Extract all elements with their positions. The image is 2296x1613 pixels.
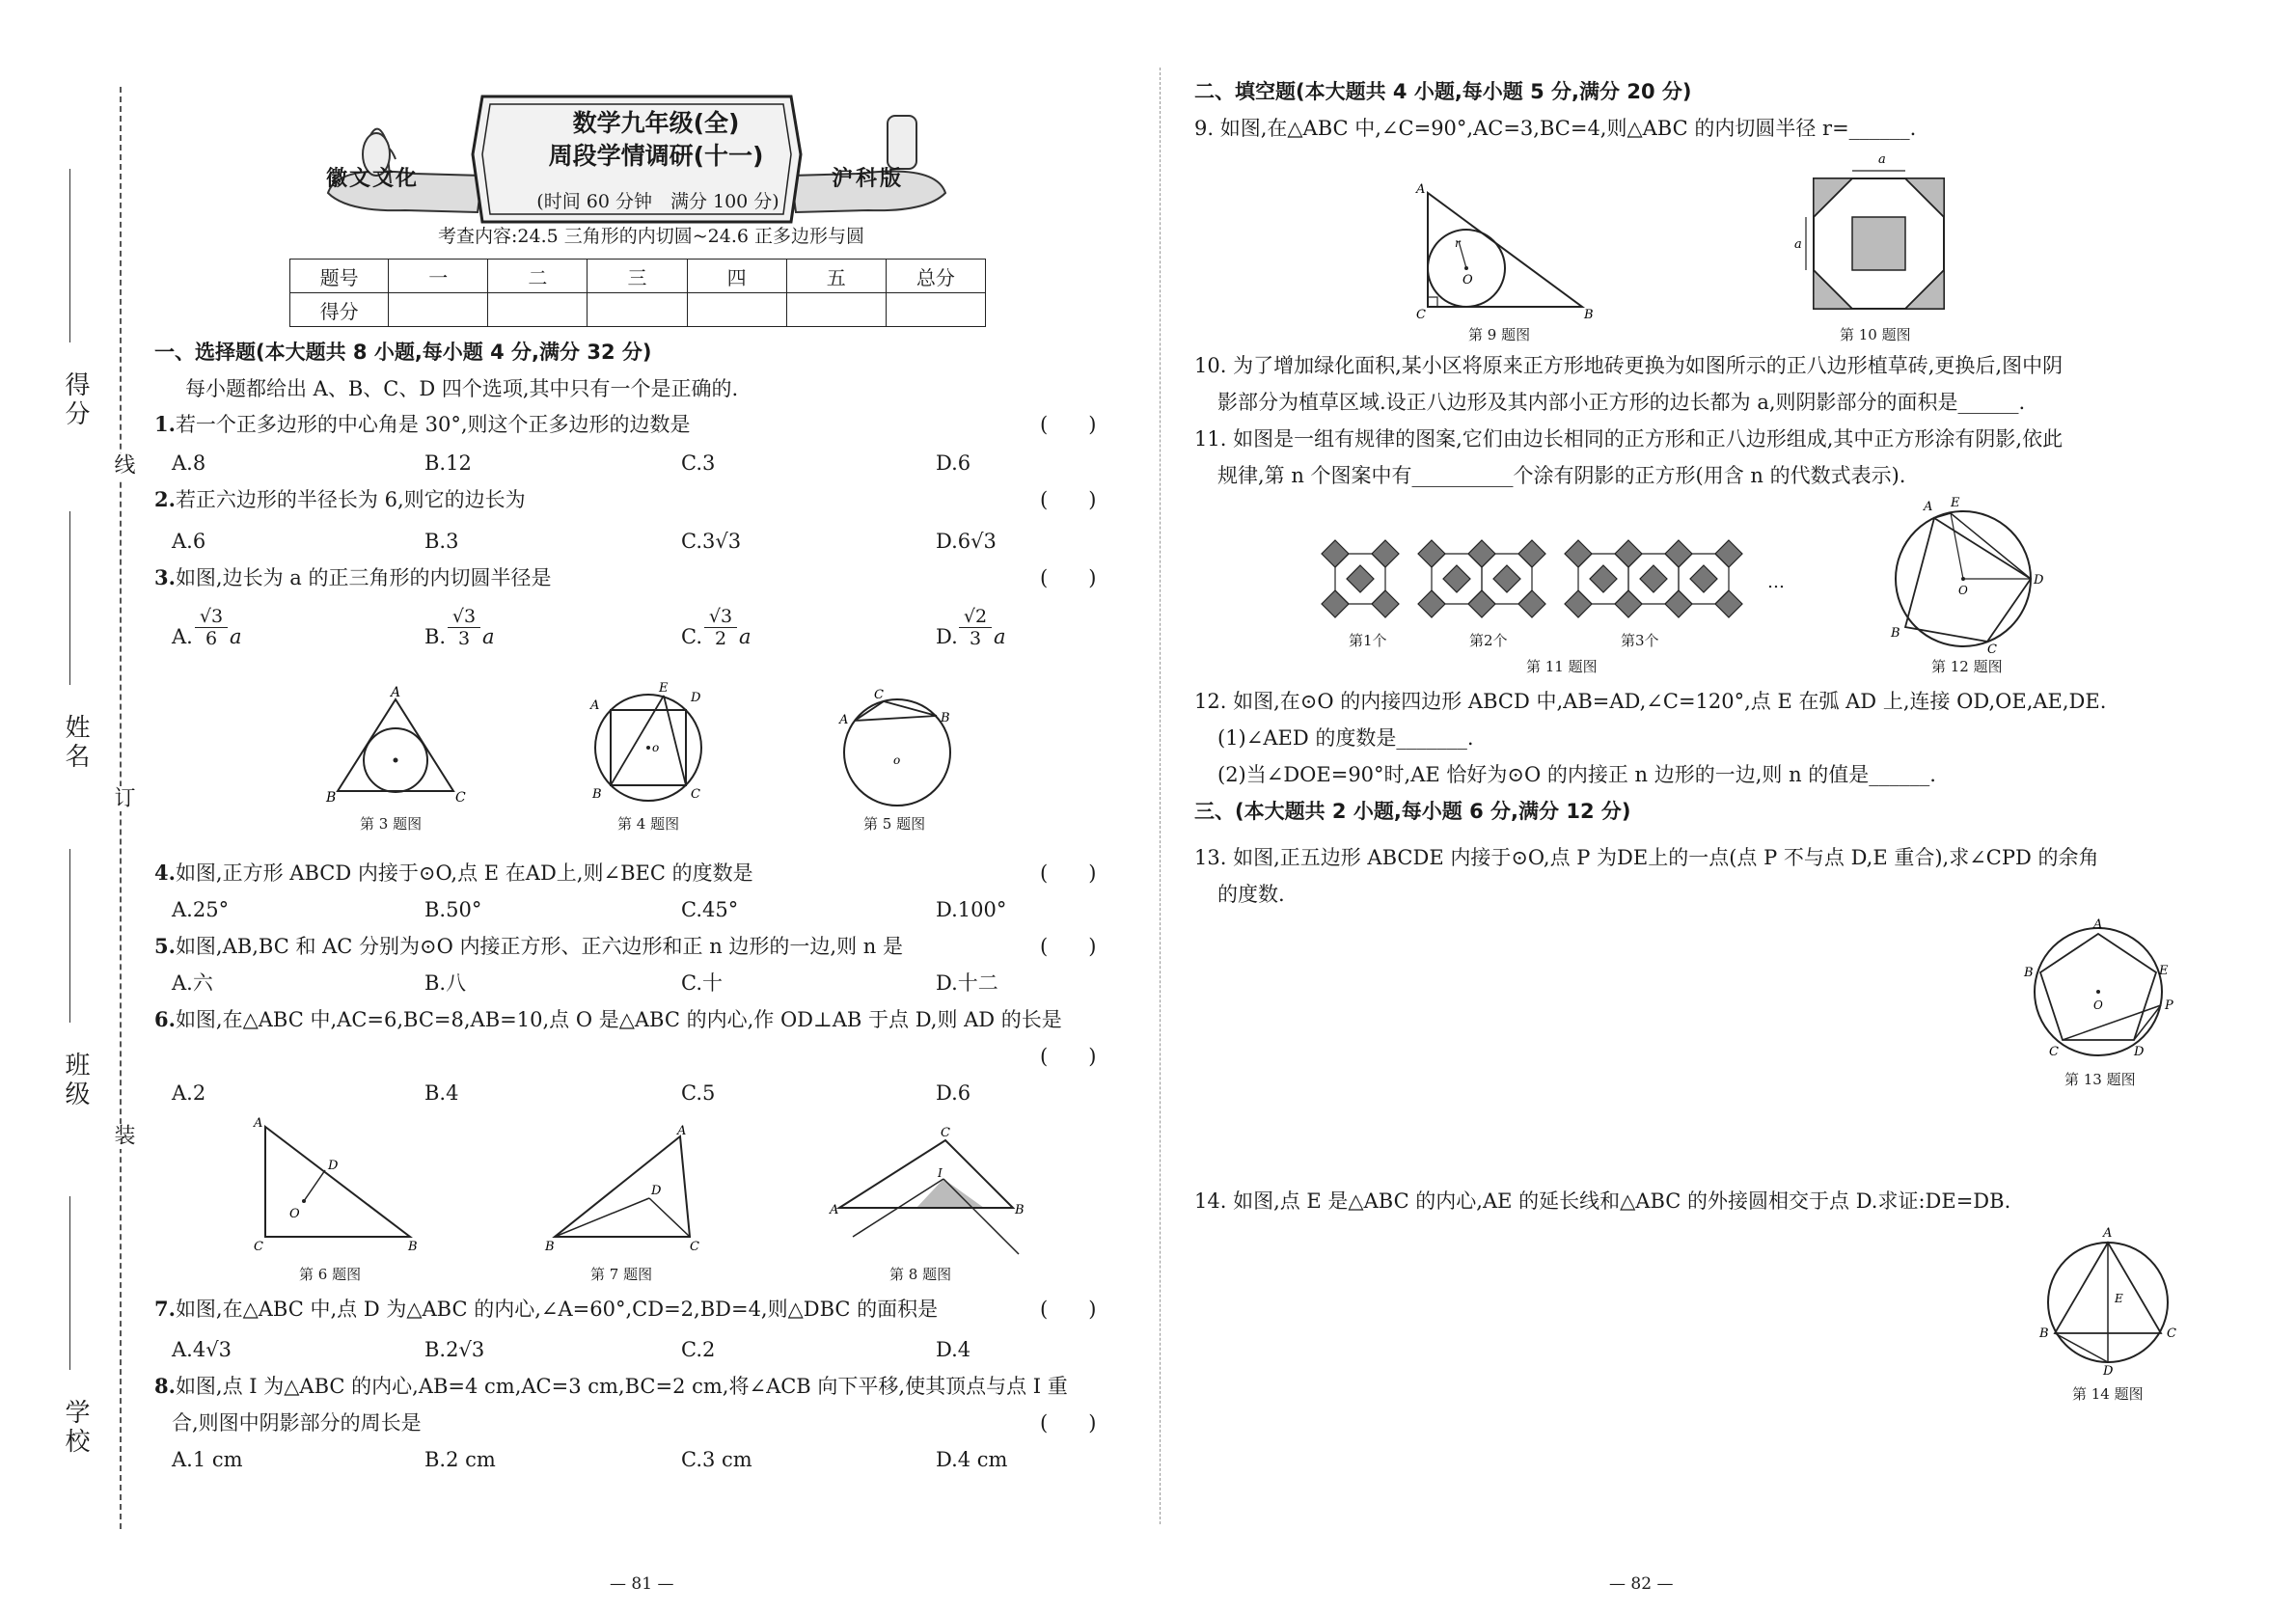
- svg-text:P: P: [2165, 998, 2173, 1013]
- option-b: B.12: [424, 451, 472, 475]
- option-b: B.2 cm: [424, 1448, 496, 1471]
- svg-text:C: C: [455, 790, 466, 806]
- score-cell[interactable]: [389, 293, 488, 327]
- caption-q12: 第 12 题图: [1931, 658, 2003, 675]
- option-b: B.: [424, 625, 447, 648]
- option-b: B.3: [424, 530, 459, 553]
- svg-text:A: A: [1924, 500, 1933, 514]
- question-8: [154, 1372, 1068, 1401]
- question-number: 3.: [154, 565, 176, 589]
- figure-q11: [1322, 540, 1765, 627]
- class-label: 班级: [61, 1052, 90, 1109]
- option-d: D.6: [936, 451, 971, 475]
- score-table-header: 三: [588, 260, 687, 293]
- svg-text:D: D: [2134, 1045, 2145, 1059]
- fraction-numerator: √3: [195, 606, 228, 628]
- option-c: C.十: [681, 971, 723, 995]
- fraction-denominator: 3: [969, 628, 982, 649]
- fraction-denominator: 2: [714, 628, 727, 649]
- svg-text:A: A: [1416, 182, 1426, 197]
- fraction-d: [959, 606, 992, 649]
- fraction-denominator: 6: [205, 628, 218, 649]
- option-b: B.4: [424, 1081, 459, 1105]
- score-blank: [69, 169, 70, 342]
- page-number-left: — 81 —: [610, 1574, 674, 1594]
- option-c: C.: [681, 625, 702, 648]
- svg-text:A: A: [677, 1124, 687, 1138]
- figure-q13: [2016, 916, 2185, 1061]
- question-8-cont: 合,则图中阴影部分的周长是: [172, 1411, 422, 1435]
- svg-text:O: O: [2093, 998, 2103, 1012]
- svg-text:B: B: [2039, 1326, 2049, 1341]
- svg-text:C: C: [2167, 1326, 2176, 1341]
- option-c: C.5: [681, 1081, 716, 1105]
- school-blank: [69, 1196, 70, 1370]
- score-table-score-row: [290, 293, 986, 327]
- question-14: 14. 如图,点 E 是△ABC 的内心,AE 的延长线和△ABC 的外接圆相交于点 D.求证:DE=DB.: [1194, 1189, 2011, 1213]
- svg-text:a: a: [1794, 237, 1802, 252]
- question-number: 7.: [154, 1297, 176, 1321]
- class-blank: [69, 849, 70, 1023]
- answer-bracket[interactable]: ( ): [1040, 413, 1097, 436]
- svg-text:D: D: [691, 691, 701, 705]
- question-6: [154, 1005, 1062, 1034]
- svg-text:D: D: [2103, 1364, 2114, 1379]
- question-13-line1: 13. 如图,正五边形 ABCDE 内接于⊙O,点 P 为DE上的一点(点 P 不与点 D,E 重合),求∠CPD 的余角: [1194, 846, 2099, 869]
- title-line2: 周段学情调研(十一): [548, 142, 764, 170]
- option-c: C.2: [681, 1338, 716, 1361]
- caption-q7: 第 7 题图: [590, 1266, 653, 1283]
- figure-q12: [1881, 497, 2050, 656]
- option-a: A.25°: [172, 898, 230, 921]
- line-label: 线: [108, 453, 138, 478]
- time-info: (时间 60 分钟 满分 100 分): [536, 191, 779, 212]
- question-text: 若正六边形的半径长为 6,则它的边长为: [175, 488, 526, 511]
- svg-text:B: B: [1891, 626, 1900, 641]
- question-text: 如图,AB,BC 和 AC 分别为⊙O 内接正方形、正六边形和正 n 边形的一边,则 n 是: [175, 935, 903, 958]
- svg-text:B: B: [1584, 308, 1594, 322]
- page-number-right: — 82 —: [1609, 1574, 1674, 1594]
- variable-c: a: [739, 625, 752, 648]
- option-a: A.1 cm: [172, 1448, 243, 1471]
- caption-q3: 第 3 题图: [360, 815, 423, 833]
- svg-text:B: B: [941, 711, 950, 725]
- option-d: D.十二: [936, 971, 998, 995]
- svg-text:A: A: [391, 685, 401, 700]
- fraction-c: [704, 606, 737, 649]
- section1-instruction: 每小题都给出 A、B、C、D 四个选项,其中只有一个是正确的.: [185, 377, 739, 400]
- install-label: 装: [108, 1124, 138, 1149]
- name-label: 姓名: [61, 714, 90, 772]
- fraction-numerator: √3: [704, 606, 737, 628]
- question-text: 若一个正多边形的中心角是 30°,则这个正多边形的边数是: [175, 413, 691, 436]
- score-table-header: 一: [389, 260, 488, 293]
- svg-text:E: E: [2159, 964, 2169, 978]
- caption-q8: 第 8 题图: [889, 1266, 952, 1283]
- question-2: [154, 485, 526, 514]
- caption-pattern-2: 第2个: [1469, 632, 1508, 649]
- option-b: B.50°: [424, 898, 482, 921]
- figure-q6: [251, 1116, 420, 1254]
- option-c: C.3√3: [681, 530, 742, 553]
- option-a: A.: [172, 625, 193, 648]
- caption-q9: 第 9 题图: [1468, 326, 1531, 343]
- question-text: 如图,在△ABC 中,点 D 为△ABC 的内心,∠A=60°,CD=2,BD=4,则△DBC 的面积是: [175, 1298, 939, 1321]
- option-c: C.3 cm: [681, 1448, 752, 1471]
- option-d: D.100°: [936, 898, 1007, 921]
- question-number: 4.: [154, 861, 176, 885]
- score-cell[interactable]: [687, 293, 786, 327]
- svg-text:B: B: [408, 1240, 418, 1254]
- fraction-b: [448, 606, 480, 649]
- question-text: 如图,正方形 ABCD 内接于⊙O,点 E 在AD上,则∠BEC 的度数是: [175, 861, 753, 885]
- score-table-header: 题号: [290, 260, 389, 293]
- svg-text:B: B: [1015, 1203, 1025, 1217]
- score-cell[interactable]: [786, 293, 886, 327]
- caption-q13: 第 13 题图: [2064, 1071, 2136, 1088]
- svg-text:C: C: [690, 1240, 699, 1254]
- svg-text:C: C: [2049, 1045, 2059, 1059]
- school-label: 学校: [61, 1399, 90, 1457]
- svg-text:a: a: [1878, 152, 1886, 167]
- svg-text:r: r: [1455, 236, 1461, 250]
- caption-q6: 第 6 题图: [299, 1266, 362, 1283]
- svg-text:C: C: [1987, 642, 1997, 657]
- fraction-denominator: 3: [457, 628, 471, 649]
- svg-text:o: o: [652, 741, 660, 754]
- caption-pattern-3: 第3个: [1621, 632, 1659, 649]
- caption-q5: 第 5 题图: [863, 815, 926, 833]
- caption-q10: 第 10 题图: [1840, 326, 1911, 343]
- option-a: A.六: [172, 971, 213, 995]
- title-line1: 数学九年级(全): [572, 109, 740, 137]
- svg-text:C: C: [1416, 308, 1426, 322]
- fraction-numerator: √2: [959, 606, 992, 628]
- option-d: D.4: [936, 1338, 971, 1361]
- svg-text:I: I: [938, 1166, 943, 1180]
- svg-text:C: C: [941, 1126, 950, 1140]
- pattern-ellipsis: …: [1767, 572, 1785, 592]
- option-d: D.: [936, 625, 958, 648]
- option-b: B.2√3: [424, 1338, 485, 1361]
- bind-label: 订: [108, 786, 138, 811]
- svg-text:O: O: [1958, 584, 1968, 597]
- question-4: [154, 859, 753, 888]
- option-d: D.6: [936, 1081, 971, 1105]
- score-row-label: 得分: [290, 293, 389, 327]
- svg-text:B: B: [592, 787, 602, 802]
- score-cell[interactable]: [588, 293, 687, 327]
- answer-bracket[interactable]: ( ): [1040, 861, 1097, 885]
- svg-text:A: A: [830, 1203, 839, 1217]
- score-table: [289, 259, 986, 327]
- section1-title: 一、选择题(本大题共 8 小题,每小题 4 分,满分 32 分): [154, 341, 652, 364]
- figure-q8: [830, 1126, 1025, 1264]
- svg-text:D: D: [328, 1159, 339, 1173]
- question-12-part1: (1)∠AED 的度数是_______.: [1217, 726, 1474, 750]
- answer-bracket[interactable]: ( ): [1040, 1045, 1097, 1068]
- score-cell[interactable]: [488, 293, 588, 327]
- question-number: 6.: [154, 1007, 176, 1031]
- figure-q7: [545, 1124, 704, 1254]
- option-a: A.2: [172, 1081, 206, 1105]
- svg-text:C: C: [254, 1240, 263, 1254]
- caption-q11: 第 11 题图: [1526, 658, 1598, 675]
- fraction-a: [195, 606, 228, 649]
- option-d: D.6√3: [936, 530, 997, 553]
- page-divider: [1160, 68, 1161, 1524]
- svg-text:B: B: [2024, 966, 2034, 980]
- question-10-line2: 影部分为植草区域.设正八边形及其内部小正方形的边长都为 a,则阴影部分的面积是______.: [1217, 391, 2026, 414]
- question-13-line2: 的度数.: [1217, 883, 1285, 906]
- section3-title: 三、(本大题共 2 小题,每小题 6 分,满分 12 分): [1194, 800, 1631, 823]
- option-a: A.4√3: [172, 1338, 232, 1361]
- option-a: A.8: [172, 451, 206, 475]
- answer-bracket[interactable]: ( ): [1040, 1411, 1097, 1435]
- question-1: [154, 410, 691, 439]
- question-3: [154, 563, 551, 592]
- section2-title: 二、填空题(本大题共 4 小题,每小题 5 分,满分 20 分): [1194, 80, 1692, 103]
- svg-text:B: B: [545, 1240, 555, 1254]
- caption-q4: 第 4 题图: [617, 815, 680, 833]
- variable-d: a: [994, 625, 1006, 648]
- svg-text:C: C: [874, 688, 884, 702]
- svg-text:o: o: [893, 753, 901, 767]
- figure-q5: [837, 685, 963, 810]
- question-number: 2.: [154, 487, 176, 511]
- question-9: 9. 如图,在△ABC 中,∠C=90°,AC=3,BC=4,则△ABC 的内切圆半径 r=______.: [1194, 117, 1917, 140]
- svg-text:E: E: [659, 681, 669, 696]
- figure-q3: [326, 685, 466, 806]
- option-b: B.八: [424, 971, 467, 995]
- variable-a: a: [230, 625, 242, 648]
- question-number: 1.: [154, 412, 176, 436]
- svg-text:D: D: [651, 1184, 662, 1198]
- svg-text:D: D: [2034, 573, 2044, 588]
- score-table-header: 四: [687, 260, 786, 293]
- variable-b: a: [482, 625, 495, 648]
- answer-bracket[interactable]: ( ): [1040, 1298, 1097, 1321]
- svg-text:A: A: [2103, 1226, 2113, 1241]
- question-text: 如图,边长为 a 的正三角形的内切圆半径是: [175, 566, 552, 589]
- svg-text:A: A: [254, 1116, 263, 1131]
- right-brand: 沪科版: [832, 166, 905, 191]
- figure-q9: [1399, 182, 1594, 322]
- left-brand: 徽文文化: [326, 166, 420, 191]
- fraction-numerator: √3: [448, 606, 480, 628]
- figure-q10: [1794, 150, 1963, 318]
- figure-q14: [2026, 1225, 2190, 1379]
- question-number: 5.: [154, 934, 176, 958]
- question-11-line1: 11. 如图是一组有规律的图案,它们由边长相同的正方形和正八边形组成,其中正方形涂有阴影,依此: [1194, 427, 2064, 451]
- content-scope: 考查内容:24.5 三角形的内切圆~24.6 正多边形与圆: [437, 226, 864, 247]
- score-table-header: 五: [786, 260, 886, 293]
- svg-text:A: A: [839, 713, 849, 727]
- answer-bracket[interactable]: ( ): [1040, 566, 1097, 589]
- question-12-part2: (2)当∠DOE=90°时,AE 恰好为⊙O 的内接正 n 边形的一边,则 n 的值是______.: [1217, 763, 1936, 786]
- question-10-line1: 10. 为了增加绿化面积,某小区将原来正方形地砖更换为如图所示的正八边形植草砖,更换后,图中阴: [1194, 354, 2064, 377]
- svg-text:A: A: [590, 698, 600, 713]
- question-12: 12. 如图,在⊙O 的内接四边形 ABCD 中,AB=AD,∠C=120°,点 E 在弧 AD 上,连接 OD,OE,AE,DE.: [1194, 690, 2107, 713]
- option-c: C.45°: [681, 898, 739, 921]
- option-c: C.3: [681, 451, 716, 475]
- svg-text:O: O: [289, 1207, 300, 1221]
- svg-text:B: B: [326, 790, 337, 806]
- svg-text:O: O: [1462, 273, 1473, 287]
- question-number: 8.: [154, 1374, 176, 1398]
- question-11-line2: 规律,第 n 个图案中有__________个涂有阴影的正方形(用含 n 的代数式表示).: [1217, 464, 1906, 487]
- answer-bracket[interactable]: ( ): [1040, 935, 1097, 958]
- question-7: [154, 1295, 938, 1324]
- svg-text:E: E: [2115, 1292, 2123, 1305]
- caption-q14: 第 14 题图: [2072, 1385, 2144, 1403]
- question-5: [154, 932, 903, 961]
- score-cell[interactable]: [886, 293, 985, 327]
- question-text: 如图,在△ABC 中,AC=6,BC=8,AB=10,点 O 是△ABC 的内心,作 OD⊥AB 于点 D,则 AD 的长是: [175, 1008, 1062, 1031]
- score-table-header-row: [290, 260, 986, 293]
- answer-bracket[interactable]: ( ): [1040, 488, 1097, 511]
- svg-text:C: C: [691, 787, 700, 802]
- option-d: D.4 cm: [936, 1448, 1008, 1471]
- score-table-header: 总分: [886, 260, 985, 293]
- svg-text:A: A: [2093, 917, 2103, 932]
- svg-text:E: E: [1951, 496, 1960, 510]
- score-label: 得分: [61, 371, 90, 429]
- score-table-header: 二: [488, 260, 588, 293]
- question-text: 如图,点 I 为△ABC 的内心,AB=4 cm,AC=3 cm,BC=2 cm,将∠ACB 向下平移,使其顶点与点 I 重: [175, 1375, 1068, 1398]
- name-blank: [69, 511, 70, 685]
- caption-pattern-1: 第1个: [1349, 632, 1387, 649]
- option-a: A.6: [172, 530, 206, 553]
- figure-q4: [588, 680, 714, 810]
